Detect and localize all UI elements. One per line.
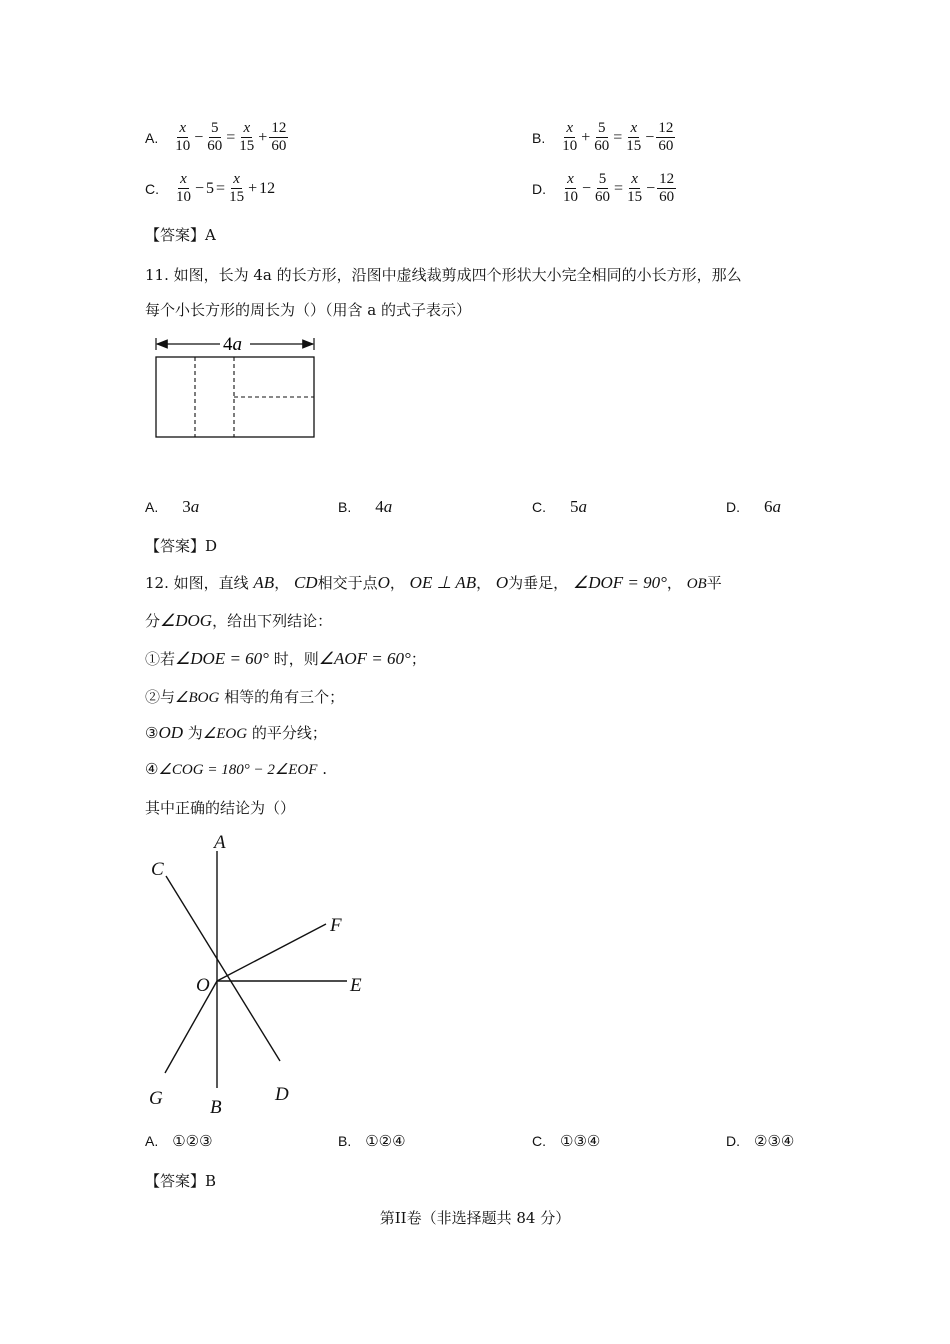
point-label-f: F (330, 915, 342, 936)
dimension-label: 4a (223, 334, 242, 355)
point-label-o: O (196, 975, 210, 996)
q12-option-c[interactable]: C. ①③④ (532, 1132, 601, 1150)
ray-of (217, 924, 326, 981)
option-label: C. (145, 180, 159, 197)
q12-option-b[interactable]: B. ①②④ (338, 1132, 406, 1150)
q12-conclusion-3: ③OD 为∠EOG 的平分线； (145, 723, 327, 742)
q12-text-line1: 12. 如图，直线 AB， CD相交于点O， OE ⊥ AB， O为垂足， ∠DOF = 90°， OB平 (145, 573, 722, 592)
option-label: A. (145, 129, 159, 146)
q10-option-c[interactable]: C. $\frac{x}{10}$ − 5 = $\frac{x}{15}$ + 12 (145, 171, 276, 205)
q10-option-a[interactable]: A. $\frac{x}{10}$ − $\frac{5}{60}$ = $\frac{x}{15}$ + $\frac{12}{60}$ (145, 120, 287, 154)
q11-answer: 【答案】D (145, 537, 218, 555)
q12-text-line2: 分∠DOG，给出下列结论： (145, 611, 333, 630)
q12-option-d[interactable]: D. ②③④ (726, 1132, 795, 1150)
option-label: D. (532, 180, 546, 197)
point-label-c: C (151, 859, 164, 880)
q12-option-a[interactable]: A. ①②③ (145, 1132, 213, 1150)
q10-answer: 【答案】A (145, 226, 216, 244)
point-label-b: B (210, 1097, 222, 1118)
q12-conclusion-2: ②与∠BOG 相等的角有三个； (145, 688, 345, 706)
q11-rectangle-figure (150, 330, 320, 442)
q12-answer: 【答案】B (145, 1172, 217, 1190)
q11-text-line2: 每个小长方形的周长为（）（用含 a 的式子表示） (145, 301, 471, 319)
point-label-d: D (275, 1084, 289, 1105)
q12-conclusion-1: ①若∠DOE = 60° 时，则∠AOF = 60°； (145, 649, 426, 668)
q12-question: 其中正确的结论为（） (145, 799, 296, 817)
q11-option-d[interactable]: D. 6a (726, 497, 781, 516)
q11-option-a[interactable]: A. 3a (145, 497, 200, 516)
point-label-e: E (350, 975, 362, 996)
point-label-a: A (214, 832, 226, 853)
q12-angle-figure (140, 828, 380, 1118)
q11-text-line1: 11. 如图，长为 4a 的长方形，沿图中虚线裁剪成四个形状大小完全相同的小长方形，那么 (145, 266, 742, 284)
point-label-g: G (149, 1088, 163, 1109)
q12-conclusion-4: ④∠COG = 180° − 2∠EOF . (145, 760, 327, 778)
q10-option-d[interactable]: D. $\frac{x}{10}$ − $\frac{5}{60}$ = $\frac{x}{15}$ − $\frac{12}{60}$ (532, 171, 675, 205)
q10-option-b[interactable]: B. $\frac{x}{10}$ + $\frac{5}{60}$ = $\frac{x}{15}$ − $\frac{12}{60}$ (532, 120, 674, 154)
section-title: 第II卷（非选择题共 84 分） (379, 1209, 571, 1227)
option-label: B. (532, 129, 546, 146)
q11-option-b[interactable]: B. 4a (338, 497, 393, 516)
q11-option-c[interactable]: C. 5a (532, 497, 587, 516)
line-cd (166, 876, 280, 1061)
